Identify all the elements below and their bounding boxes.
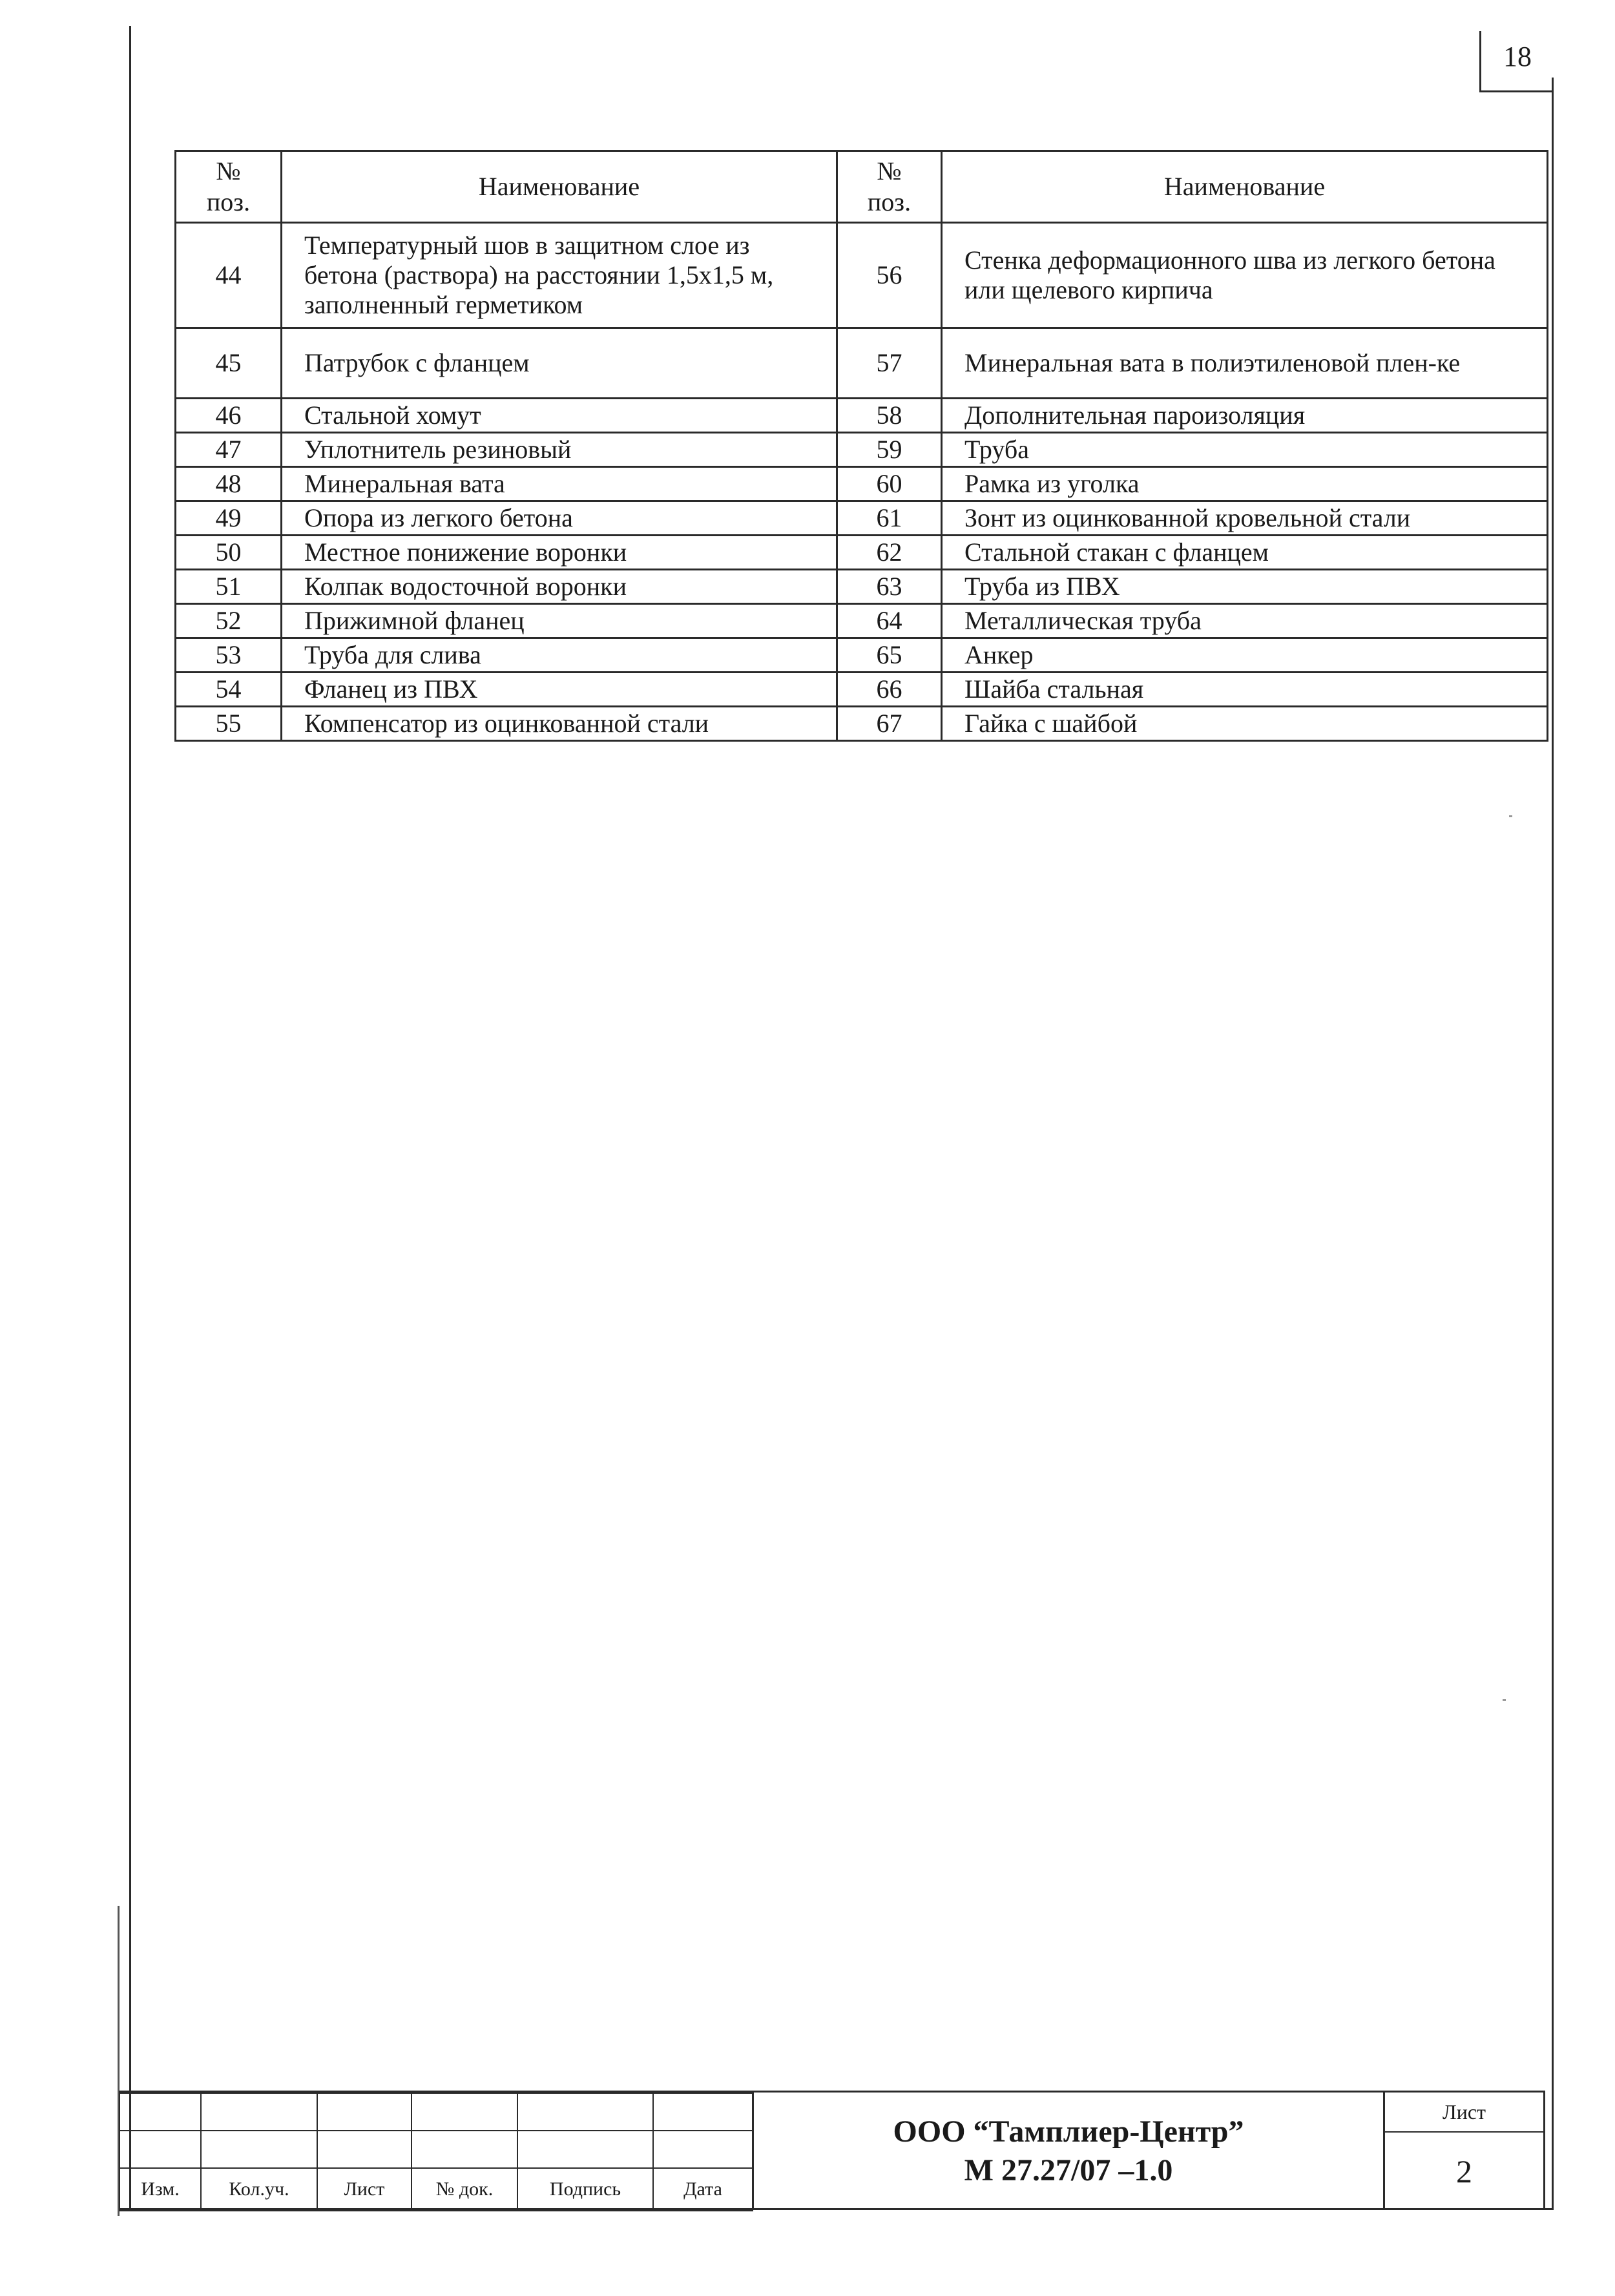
- position-number-left: 49: [176, 501, 282, 536]
- position-number-right: 57: [837, 328, 942, 399]
- revision-label: Изм.: [120, 2168, 201, 2211]
- organization-name: ООО “Тамплиер-Центр”: [893, 2114, 1244, 2149]
- position-number-left: 46: [176, 399, 282, 433]
- header-name-left: Наименование: [282, 151, 837, 223]
- title-block: [119, 2091, 1545, 2210]
- position-number-right: 66: [837, 673, 942, 707]
- item-name-right: Стенка деформационного шва из легкого бетона или щелевого кирпича: [942, 223, 1548, 328]
- position-number-right: 56: [837, 223, 942, 328]
- specification-table: [174, 150, 1548, 742]
- item-name-right: Гайка с шайбой: [942, 707, 1548, 741]
- table-row: [176, 638, 1548, 673]
- item-name-right: Анкер: [942, 638, 1548, 673]
- sheet-number: 2: [1456, 2153, 1472, 2189]
- item-name-right: Металлическая труба: [942, 604, 1548, 638]
- position-number-left: 50: [176, 536, 282, 570]
- position-number-right: 62: [837, 536, 942, 570]
- revision-label: Кол.уч.: [201, 2168, 317, 2211]
- item-name-left: Местное понижение воронки: [282, 536, 837, 570]
- document-code: М 27.27/07 –1.0: [964, 2153, 1173, 2187]
- table-row: [176, 501, 1548, 536]
- position-number-left: 53: [176, 638, 282, 673]
- table-header-row: [176, 151, 1548, 223]
- revision-label: № док.: [412, 2168, 517, 2211]
- item-name-right: Шайба стальная: [942, 673, 1548, 707]
- table-row: [176, 467, 1548, 501]
- scan-speck: [1503, 1699, 1506, 1701]
- position-number-left: 44: [176, 223, 282, 328]
- position-number-right: 59: [837, 433, 942, 467]
- corner-sheet-number: [1479, 31, 1554, 92]
- corner-sheet-number-text: 18: [1503, 40, 1532, 72]
- table-row: [176, 433, 1548, 467]
- position-number-right: 64: [837, 604, 942, 638]
- position-number-left: 55: [176, 707, 282, 741]
- position-number-left: 51: [176, 570, 282, 604]
- item-name-left: Фланец из ПВХ: [282, 673, 837, 707]
- header-num-left: [176, 151, 282, 223]
- item-name-left: Патрубок с фланцем: [282, 328, 837, 399]
- position-number-left: 52: [176, 604, 282, 638]
- title-block-label-row: [120, 2168, 753, 2211]
- header-num-left-text: № поз.: [206, 156, 251, 216]
- position-number-left: 54: [176, 673, 282, 707]
- position-number-left: 47: [176, 433, 282, 467]
- position-number-right: 65: [837, 638, 942, 673]
- table-row: [176, 536, 1548, 570]
- item-name-right: Зонт из оцинкованной кровельной стали: [942, 501, 1548, 536]
- item-name-left: Минеральная вата: [282, 467, 837, 501]
- table-row: [176, 604, 1548, 638]
- header-name-right: Наименование: [942, 151, 1548, 223]
- table-row: [176, 399, 1548, 433]
- table-row: [176, 223, 1548, 328]
- item-name-left: Температурный шов в защитном слое из бетона (раствора) на расстоянии 1,5х1,5 м, заполненный герметиком: [282, 223, 837, 328]
- title-block-sheet: [1385, 2092, 1545, 2210]
- revision-label: Подпись: [517, 2168, 653, 2211]
- table-row: [176, 673, 1548, 707]
- header-num-right-text: № поз.: [867, 156, 912, 216]
- table-row: [176, 707, 1548, 741]
- header-num-right: [837, 151, 942, 223]
- item-name-right: Рамка из уголка: [942, 467, 1548, 501]
- position-number-right: 60: [837, 467, 942, 501]
- sheet-label: Лист: [1385, 2092, 1543, 2133]
- table-row: [176, 570, 1548, 604]
- title-block-organization: [752, 2092, 1385, 2210]
- position-number-right: 61: [837, 501, 942, 536]
- item-name-left: Уплотнитель резиновый: [282, 433, 837, 467]
- item-name-left: Стальной хомут: [282, 399, 837, 433]
- scan-speck: [1509, 815, 1512, 817]
- item-name-left: Труба для слива: [282, 638, 837, 673]
- revision-label: Дата: [653, 2168, 753, 2211]
- position-number-left: 45: [176, 328, 282, 399]
- item-name-right: Минеральная вата в полиэтиленовой плен-ке: [942, 328, 1548, 399]
- frame-left-line: [129, 26, 131, 2209]
- item-name-right: Стальной стакан с фланцем: [942, 536, 1548, 570]
- position-number-right: 58: [837, 399, 942, 433]
- item-name-right: Труба: [942, 433, 1548, 467]
- table-row: [176, 328, 1548, 399]
- position-number-right: 67: [837, 707, 942, 741]
- item-name-left: Прижимной фланец: [282, 604, 837, 638]
- position-number-right: 63: [837, 570, 942, 604]
- item-name-left: Колпак водосточной воронки: [282, 570, 837, 604]
- title-block-revision-grid: [119, 2092, 753, 2211]
- revision-label: Лист: [317, 2168, 412, 2211]
- position-number-left: 48: [176, 467, 282, 501]
- item-name-left: Компенсатор из оцинкованной стали: [282, 707, 837, 741]
- frame-right-line: [1552, 78, 1554, 2209]
- item-name-right: Труба из ПВХ: [942, 570, 1548, 604]
- item-name-left: Опора из легкого бетона: [282, 501, 837, 536]
- item-name-right: Дополнительная пароизоляция: [942, 399, 1548, 433]
